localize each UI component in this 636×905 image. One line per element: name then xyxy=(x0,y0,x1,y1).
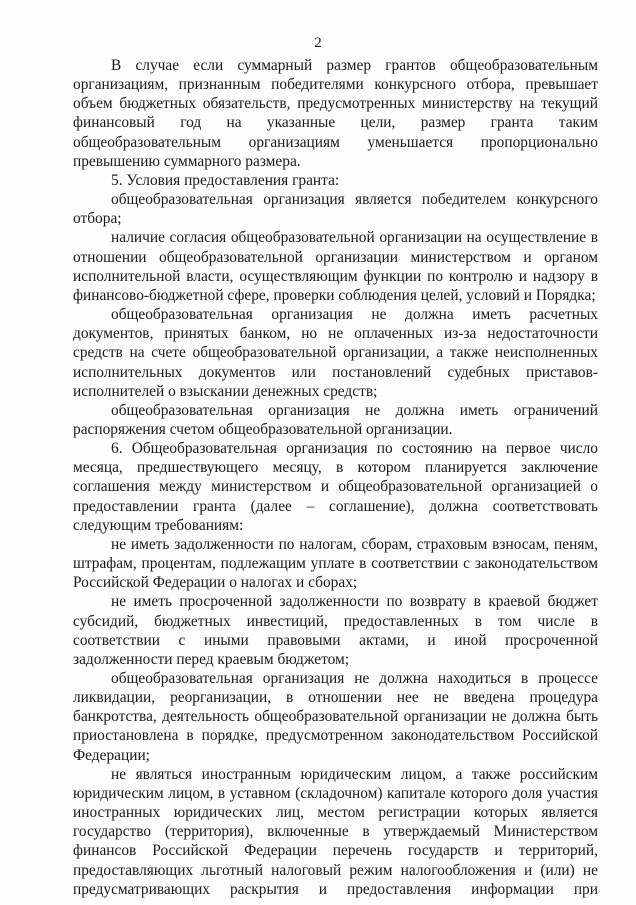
paragraph-requirement-no-liquidation: общеобразовательная организация не должна находиться в процессе ликвидации, реорганизации, в отношении нее не введена процедура банкротства, деятельность общеобразовательной организации не должна быть приостановлена в порядке, предусмотренном законодательством Российской Федерации; xyxy=(73,670,598,764)
page-number: 2 xyxy=(314,35,322,51)
paragraph-condition-consent: наличие согласия общеобразовательной организации на осуществление в отношении общеобразовательной организации министерством и органом исполнительной власти, осуществляющим функции по контролю и надзору в финансово-бюджетной сфере, проверки соблюдения целей, условий и Порядка; xyxy=(73,229,598,304)
paragraph-section-6-requirements: 6. Общеобразовательная организация по состоянию на первое число месяца, предшествующего месяцу, в котором планируется заключение соглашения между министерством и общеобразовательной организацией о предоставлении гранта (далее – соглашение), должна соответствовать следующим требованиям: xyxy=(73,440,598,534)
document-body xyxy=(73,56,598,899)
paragraph-condition-no-account-restrictions: общеобразовательная организация не должна иметь ограничений распоряжения счетом общеобразовательной организации. xyxy=(73,401,598,438)
paragraph-condition-winner: общеобразовательная организация является победителем конкурсного отбора; xyxy=(73,191,598,228)
paragraph-grant-reduction: В случае если суммарный размер грантов общеобразовательным организациям, признанным победителями конкурсного отбора, превышает объем бюджетных обязательств, предусмотренных министерству на текущий финансовый год на указанные цели, размер гранта таким общеобразовательным организациям уменьшается пропорционально превышению суммарного размера. xyxy=(73,57,598,170)
paragraph-requirement-no-tax-debt: не иметь задолженности по налогам, сборам, страховым взносам, пеням, штрафам, процентам, подлежащим уплате в соответствии с законодательством Российской Федерации о налогах и сборах; xyxy=(73,535,598,592)
paragraph-requirement-not-foreign: не являться иностранным юридическим лицом, а также российским юридическим лицом, в уставном (складочном) капитале которого доля участия иностранных юридических лиц, местом регистрации которых является государство (территория), включенные в утверждаемый Министерством финансов Российской Федерации перечень государств и территорий, предоставляющих льготный налоговый режим налогообложения и (или) не предусматривающих раскрытия и предоставления информации при xyxy=(73,765,598,898)
paragraph-requirement-no-overdue-debt: не иметь просроченной задолженности по возврату в краевой бюджет субсидий, бюджетных инвестиций, предоставленных в том числе в соответствии с иными правовыми актами, и иной просроченной задолженности перед краевым бюджетом; xyxy=(73,593,598,668)
paragraph-condition-no-unpaid-documents: общеобразовательная организация не должна иметь расчетных документов, принятых банком, но не оплаченных из-за недостаточности средств на счете общеобразовательной организации, а также неисполненных исполнительных документов или постановлений судебных приставов-исполнителей о взыскании денежных средств; xyxy=(73,306,598,400)
paragraph-section-5-heading: 5. Условия предоставления гранта: xyxy=(111,171,340,189)
